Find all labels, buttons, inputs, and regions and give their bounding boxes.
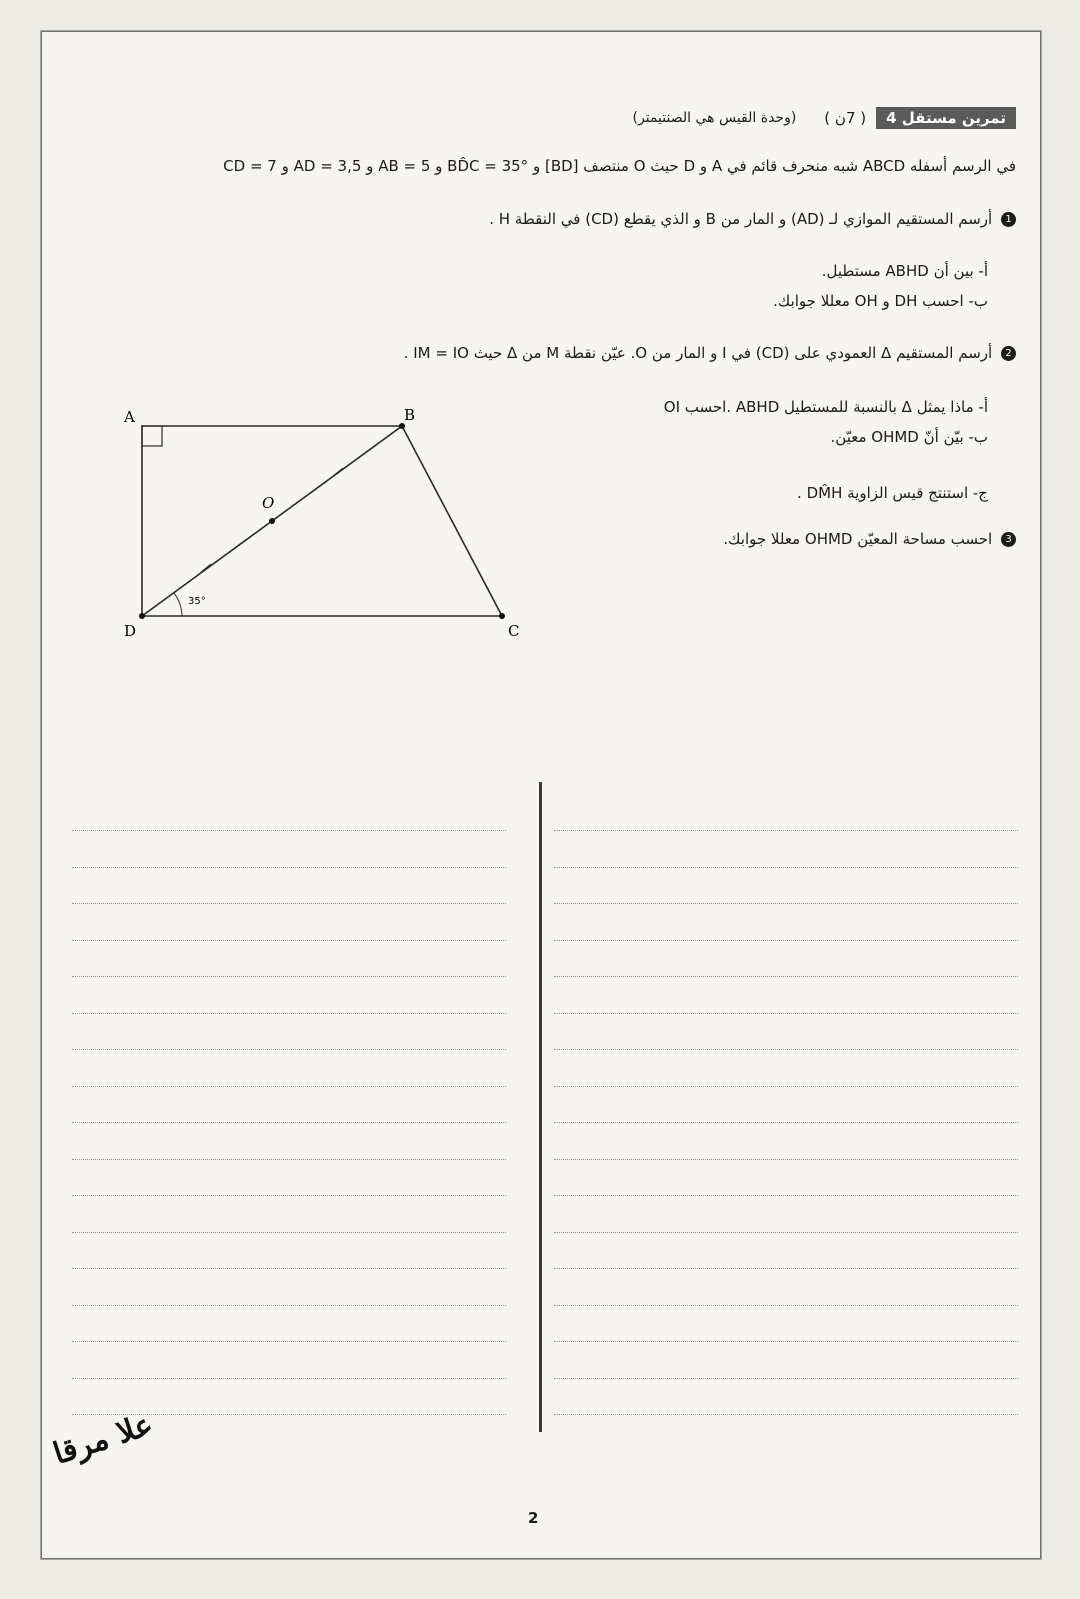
question-2-number: 2 xyxy=(1001,346,1016,361)
point-o xyxy=(269,518,275,524)
question-1a: أ- بين أن ABHD مستطيل. xyxy=(821,262,988,280)
answer-line xyxy=(72,1086,506,1087)
answer-line xyxy=(554,830,1018,831)
angle-arc xyxy=(174,593,182,616)
question-2b: ب- بيّن أنّ OHMD معيّن. xyxy=(830,428,988,446)
trapezoid-abcd xyxy=(142,426,502,616)
answer-line xyxy=(554,976,1018,977)
intro-text: في الرسم أسفله ABCD شبه منحرف قائم في A و D حيث O منتصف [BD] و BD̂C = 35° و AB = 5 و AD = 3,5 و CD = 7 xyxy=(223,157,1016,175)
answer-line xyxy=(72,1268,506,1269)
question-2a: أ- ماذا يمثل Δ بالنسبة للمستطيل ABHD .احسب OI xyxy=(663,398,988,416)
exercise-header xyxy=(633,104,1016,132)
unit-note: (وحدة القيس هي الصنتيمتر) xyxy=(632,110,797,126)
answer-line xyxy=(72,1195,506,1196)
point-d xyxy=(139,613,145,619)
answer-line xyxy=(554,867,1018,868)
question-3 xyxy=(723,530,1016,548)
signature: علا مرقا xyxy=(49,1407,158,1472)
question-2-text: أرسم المستقيم Δ العمودي على (CD) في I و المار من O. عيّن نقطة M من Δ حيث IM = IO . xyxy=(403,344,993,362)
answer-line xyxy=(72,1341,506,1342)
answer-line xyxy=(72,1305,506,1306)
question-1b: ب- احسب DH و OH معللا جوابك. xyxy=(773,292,988,310)
answer-line xyxy=(554,1013,1018,1014)
question-1 xyxy=(489,210,1016,228)
answer-line xyxy=(554,1414,1018,1415)
answer-line xyxy=(554,1159,1018,1160)
answer-line xyxy=(72,976,506,977)
answer-line xyxy=(72,940,506,941)
question-1-text: أرسم المستقيم الموازي لـ (AD) و المار من B و الذي يقطع (CD) في النقطة H . xyxy=(489,210,993,228)
right-angle-mark xyxy=(142,426,162,446)
column-divider xyxy=(539,782,542,1432)
label-o: O xyxy=(262,494,275,512)
exercise-label: تمرين مستقل 4 xyxy=(876,107,1016,129)
answer-line xyxy=(72,903,506,904)
worksheet-page xyxy=(40,30,1042,1560)
question-3-text: احسب مساحة المعيّن OHMD معللا جوابك. xyxy=(723,530,993,548)
question-1-number: 1 xyxy=(1001,212,1016,227)
answer-line xyxy=(72,830,506,831)
answer-line xyxy=(554,1341,1018,1342)
label-c: C xyxy=(508,622,520,640)
question-2c: ج- استنتج قيس الزاوية DM̂H . xyxy=(797,484,988,502)
answer-line xyxy=(72,1232,506,1233)
label-a: A xyxy=(124,408,135,426)
answer-line xyxy=(72,1159,506,1160)
answer-line xyxy=(72,1378,506,1379)
answer-line xyxy=(554,1195,1018,1196)
answer-line xyxy=(72,867,506,868)
answer-area xyxy=(66,782,1022,1482)
answer-line xyxy=(554,1378,1018,1379)
answer-line xyxy=(554,1305,1018,1306)
tick-mark-ob xyxy=(333,468,343,476)
page-number: 2 xyxy=(528,1509,539,1527)
angle-label: 35° xyxy=(188,596,206,607)
trapezoid-figure xyxy=(112,400,532,640)
answer-line xyxy=(554,1122,1018,1123)
answer-line xyxy=(554,1268,1018,1269)
answer-line xyxy=(72,1013,506,1014)
answer-line xyxy=(554,1086,1018,1087)
answer-line xyxy=(554,940,1018,941)
label-b: B xyxy=(404,406,416,424)
point-c xyxy=(499,613,505,619)
exercise-points: ( 7ن ) xyxy=(824,109,867,127)
question-2 xyxy=(404,344,1016,362)
answer-line xyxy=(72,1122,506,1123)
label-d: D xyxy=(124,622,137,640)
answer-line xyxy=(72,1049,506,1050)
question-3-number: 3 xyxy=(1001,532,1016,547)
answer-line xyxy=(554,903,1018,904)
tick-mark-od xyxy=(201,564,211,572)
answer-line xyxy=(554,1049,1018,1050)
answer-line xyxy=(554,1232,1018,1233)
